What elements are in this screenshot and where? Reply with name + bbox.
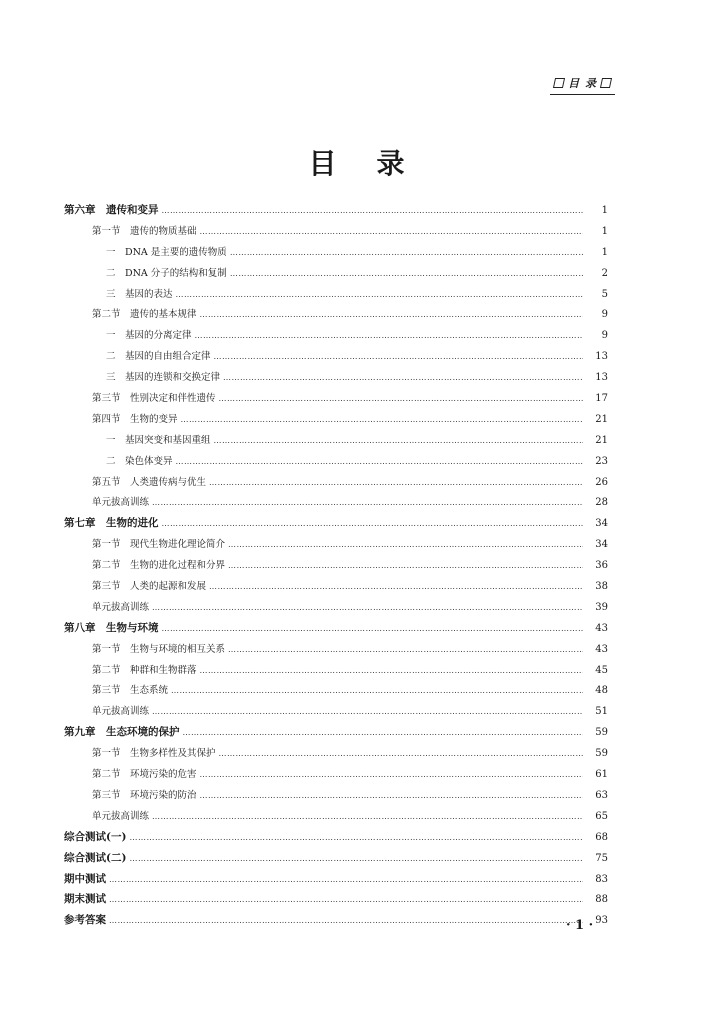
dot-leader — [200, 666, 583, 675]
toc-entry-title: 单元拔高训练 — [92, 601, 150, 613]
running-header — [550, 75, 615, 95]
toc-entry-title: 第二节 遗传的基本规律 — [92, 309, 197, 321]
table-of-contents — [64, 202, 608, 933]
dot-leader — [152, 498, 583, 507]
toc-entry-title: 第一节 生物与环境的相互关系 — [92, 643, 226, 655]
toc-entry — [64, 202, 608, 223]
dot-leader — [129, 854, 583, 863]
toc-entry — [64, 536, 608, 557]
toc-entry-title: 一 基因的分离定律 — [106, 330, 192, 342]
toc-entry-title: 综合测试(二) — [64, 851, 127, 864]
toc-entry-page: 39 — [595, 601, 608, 613]
dot-leader — [219, 749, 583, 758]
toc-entry-page: 13 — [595, 372, 608, 384]
dot-leader — [200, 770, 583, 779]
toc-entry-page: 83 — [595, 873, 608, 885]
dot-leader — [200, 310, 583, 319]
toc-entry-page: 65 — [595, 810, 608, 822]
toc-entry — [64, 850, 608, 871]
dot-leader — [181, 415, 583, 424]
dot-leader — [183, 728, 584, 737]
square-ornament-icon — [600, 78, 612, 88]
toc-entry-title: 第一节 遗传的物质基础 — [92, 225, 197, 237]
toc-entry — [64, 787, 608, 808]
toc-entry-title: 第五节 人类遗传病与优生 — [92, 476, 207, 488]
toc-entry-page: 28 — [595, 497, 608, 509]
toc-entry — [64, 494, 608, 515]
toc-entry — [64, 620, 608, 641]
dot-leader — [219, 394, 583, 403]
toc-entry-page: 51 — [595, 706, 608, 718]
toc-entry — [64, 829, 608, 850]
toc-entry-title: 第八章 生物与环境 — [64, 621, 159, 634]
toc-entry — [64, 703, 608, 724]
toc-entry-title: 第二节 环境污染的危害 — [92, 769, 197, 781]
toc-entry-page: 61 — [595, 769, 608, 781]
dot-leader — [109, 875, 583, 884]
toc-entry-page: 43 — [595, 622, 608, 634]
toc-entry-page: 63 — [595, 789, 608, 801]
dot-leader — [228, 540, 583, 549]
toc-entry — [64, 662, 608, 683]
toc-entry-page: 13 — [595, 351, 608, 363]
toc-entry-title: 期末测试 — [64, 893, 106, 906]
dot-leader — [176, 457, 583, 466]
toc-entry — [64, 515, 608, 536]
toc-entry-title: 三 基因的表达 — [106, 288, 173, 300]
toc-entry-page: 34 — [595, 518, 608, 530]
toc-entry-title: 二 基因的自由组合定律 — [106, 351, 211, 363]
toc-entry-title: 参考答案 — [64, 914, 106, 927]
toc-entry-page: 17 — [595, 393, 608, 405]
toc-entry — [64, 306, 608, 327]
dot-leader — [129, 833, 583, 842]
dot-leader — [152, 812, 583, 821]
toc-entry-page: 2 — [601, 267, 608, 279]
toc-entry — [64, 369, 608, 390]
toc-entry — [64, 871, 608, 892]
toc-entry-page: 45 — [595, 664, 608, 676]
toc-entry-page: 9 — [601, 309, 608, 321]
toc-entry-title: 第四节 生物的变异 — [92, 413, 178, 425]
toc-entry-title: 综合测试(一) — [64, 830, 127, 843]
toc-entry-title: 第三节 生态系统 — [92, 685, 169, 697]
toc-entry-page: 36 — [595, 560, 608, 572]
dot-leader — [152, 603, 583, 612]
toc-entry-page: 9 — [601, 330, 608, 342]
toc-entry-title: 单元拔高训练 — [92, 810, 150, 822]
toc-entry-title: 二 DNA 分子的结构和复制 — [106, 267, 227, 279]
toc-entry-title: 单元拔高训练 — [92, 497, 150, 509]
toc-entry-title: 三 基因的连锁和交换定律 — [106, 372, 221, 384]
dot-leader — [230, 269, 583, 278]
toc-entry-page: 34 — [595, 539, 608, 551]
toc-entry-page: 38 — [595, 581, 608, 593]
dot-leader — [228, 645, 583, 654]
square-ornament-icon — [553, 78, 565, 88]
dot-leader — [209, 478, 583, 487]
page-number: · 1 · — [566, 918, 594, 933]
dot-leader — [109, 916, 583, 925]
dot-leader — [162, 624, 584, 633]
toc-entry-page: 93 — [595, 915, 608, 927]
toc-entry-page: 26 — [595, 476, 608, 488]
toc-entry — [64, 682, 608, 703]
toc-entry — [64, 474, 608, 495]
dot-leader — [176, 290, 583, 299]
toc-entry — [64, 641, 608, 662]
toc-entry-title: 单元拔高训练 — [92, 706, 150, 718]
toc-entry-page: 43 — [595, 643, 608, 655]
toc-entry — [64, 390, 608, 411]
toc-entry — [64, 578, 608, 599]
running-header-title: 目 录 — [568, 77, 597, 90]
toc-entry-title: 第三节 环境污染的防治 — [92, 789, 197, 801]
toc-entry-title: 一 基因突变和基因重组 — [106, 434, 211, 446]
toc-entry-page: 5 — [601, 288, 608, 300]
toc-entry — [64, 745, 608, 766]
toc-entry — [64, 348, 608, 369]
toc-entry — [64, 724, 608, 745]
toc-entry — [64, 432, 608, 453]
dot-leader — [214, 352, 583, 361]
toc-entry-title: 第二节 种群和生物群落 — [92, 664, 197, 676]
toc-entry-page: 68 — [595, 831, 608, 843]
toc-entry-title: 第九章 生态环境的保护 — [64, 726, 180, 739]
toc-entry-title: 第三节 性别决定和伴性遗传 — [92, 393, 216, 405]
toc-entry — [64, 327, 608, 348]
toc-entry — [64, 286, 608, 307]
toc-entry — [64, 891, 608, 912]
toc-entry — [64, 411, 608, 432]
toc-entry-title: 第一节 现代生物进化理论简介 — [92, 539, 226, 551]
toc-entry — [64, 557, 608, 578]
toc-entry-page: 88 — [595, 894, 608, 906]
dot-leader — [109, 895, 583, 904]
dot-leader — [200, 227, 583, 236]
dot-leader — [152, 707, 583, 716]
toc-entry-page: 1 — [601, 205, 608, 216]
dot-leader — [228, 561, 583, 570]
toc-entry-page: 21 — [595, 434, 608, 446]
toc-entry-title: 二 染色体变异 — [106, 455, 173, 467]
dot-leader — [171, 686, 583, 695]
dot-leader — [200, 791, 583, 800]
toc-entry-title: 第一节 生物多样性及其保护 — [92, 748, 216, 760]
toc-entry-page: 75 — [595, 852, 608, 864]
toc-entry — [64, 599, 608, 620]
toc-entry-page: 48 — [595, 685, 608, 697]
toc-entry — [64, 223, 608, 244]
toc-entry-page: 23 — [595, 455, 608, 467]
page-title: 目录 — [308, 147, 445, 180]
toc-entry — [64, 808, 608, 829]
toc-entry-title: 一 DNA 是主要的遗传物质 — [106, 246, 227, 258]
toc-entry-title: 第三节 人类的起源和发展 — [92, 581, 207, 593]
dot-leader — [195, 331, 583, 340]
dot-leader — [223, 373, 583, 382]
toc-entry — [64, 244, 608, 265]
toc-entry-title: 第二节 生物的进化过程和分界 — [92, 560, 226, 572]
toc-entry — [64, 766, 608, 787]
toc-entry-title: 第七章 生物的进化 — [64, 517, 159, 530]
toc-entry — [64, 265, 608, 286]
toc-entry-page: 59 — [595, 748, 608, 760]
toc-entry — [64, 912, 608, 933]
dot-leader — [214, 436, 583, 445]
toc-entry-page: 1 — [601, 225, 608, 237]
toc-entry-page: 1 — [601, 246, 608, 258]
dot-leader — [162, 519, 584, 528]
toc-entry-title: 第六章 遗传和变异 — [64, 204, 159, 216]
dot-leader — [209, 582, 583, 591]
dot-leader — [162, 206, 584, 215]
toc-entry-page: 59 — [595, 727, 608, 739]
toc-entry-title: 期中测试 — [64, 872, 106, 885]
dot-leader — [230, 248, 583, 257]
toc-entry-page: 21 — [595, 413, 608, 425]
toc-entry — [64, 453, 608, 474]
